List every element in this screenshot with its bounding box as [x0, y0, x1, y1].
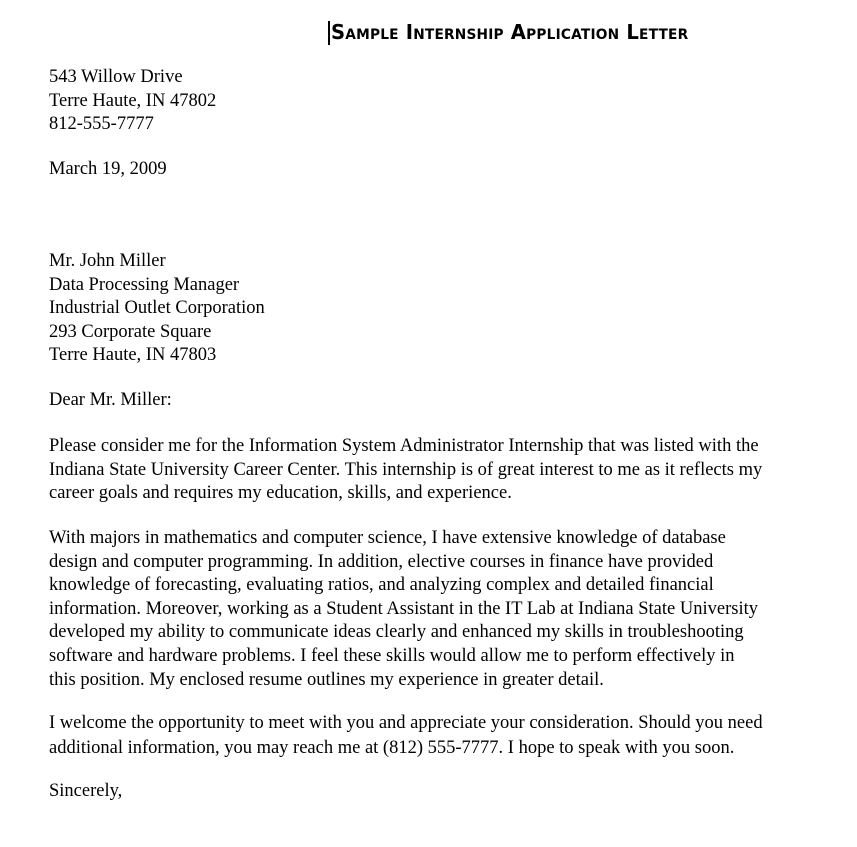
paragraph-line: design and computer programming. In addition, elective courses in finance have provided	[49, 551, 714, 572]
text-cursor	[328, 21, 330, 45]
paragraph-line: information. Moreover, working as a Student Assistant in the IT Lab at Indiana State University	[49, 598, 758, 619]
sender-phone: 812-555-7777	[49, 114, 154, 135]
letter-date: March 19, 2009	[49, 159, 167, 179]
paragraph-1	[49, 435, 762, 506]
paragraph-line: Indiana State University Career Center. This internship is of great interest to me as it reflects my	[49, 459, 763, 480]
recipient-name: Mr. John Miller	[49, 251, 166, 271]
recipient-address-line2: Terre Haute, IN 47803	[49, 345, 217, 366]
paragraph-line: With majors in mathematics and computer science, I have extensive knowledge of database	[49, 528, 726, 548]
paragraph-line: additional information, you may reach me at (812) 555-7777. I hope to speak with you soon.	[49, 738, 735, 758]
sender-address	[49, 66, 216, 137]
paragraph-line: Please consider me for the Information System Administrator Internship that was listed with the	[49, 436, 759, 456]
sender-address-line1: 543 Willow Drive	[49, 67, 183, 87]
sender-address-line2: Terre Haute, IN 47802	[49, 90, 217, 111]
paragraph-line: I welcome the opportunity to meet with you and appreciate your consideration. Should you need	[49, 713, 763, 733]
recipient-company: Industrial Outlet Corporation	[49, 298, 265, 319]
paragraph-2	[49, 527, 758, 692]
paragraph-line: career goals and requires my education, skills, and experience.	[49, 483, 512, 504]
paragraph-line: developed my ability to communicate ideas clearly and enhanced my skills in troubleshooting	[49, 622, 744, 643]
paragraph-3	[49, 711, 763, 761]
paragraph-line: this position. My enclosed resume outlines my experience in greater detail.	[49, 669, 604, 690]
paragraph-line: knowledge of forecasting, evaluating ratios, and analyzing complex and detailed financial	[49, 575, 714, 596]
salutation: Dear Mr. Miller:	[49, 390, 172, 410]
page-title: Sample Internship Application Letter	[331, 20, 689, 44]
recipient-address-line1: 293 Corporate Square	[49, 321, 212, 342]
recipient-title: Data Processing Manager	[49, 274, 240, 295]
closing: Sincerely,	[49, 781, 123, 801]
recipient-address	[49, 250, 265, 368]
paragraph-line: software and hardware problems. I feel these skills would allow me to perform effectively in	[49, 645, 735, 666]
